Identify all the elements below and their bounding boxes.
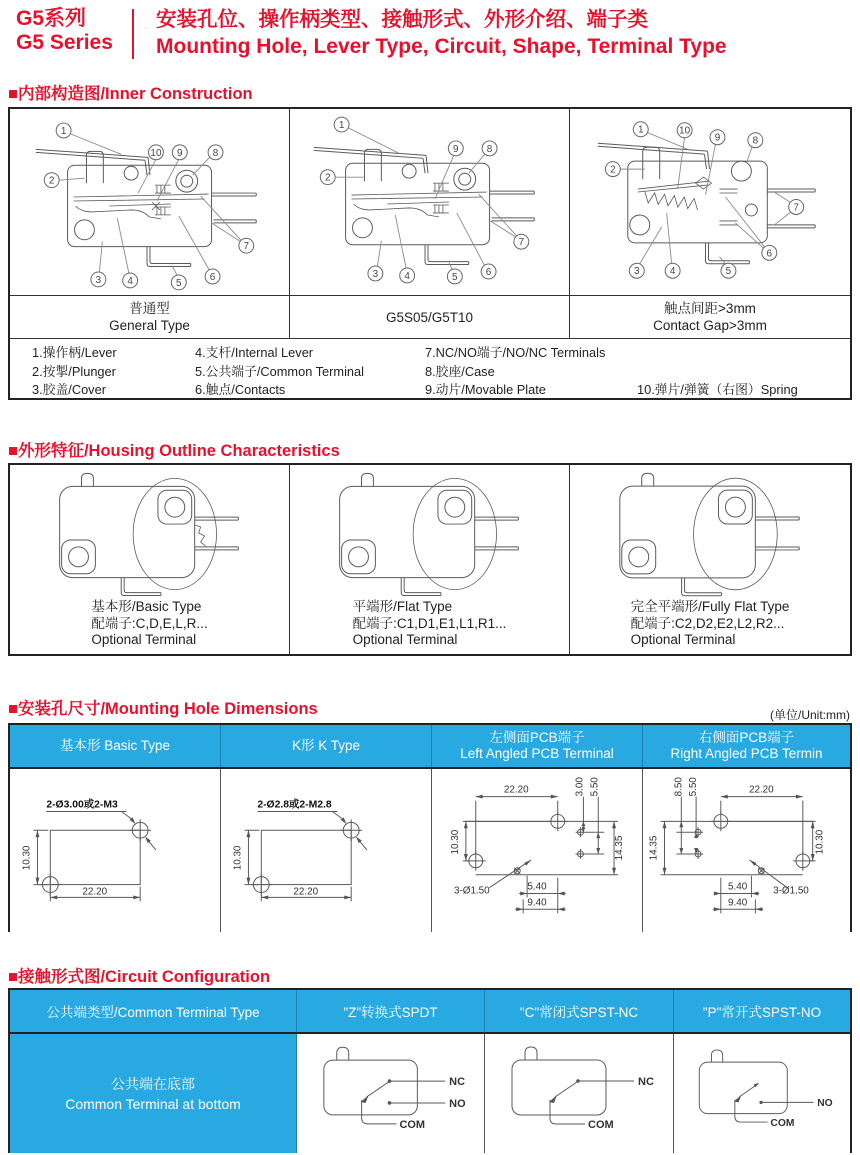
circuit-header-common: 公共端类型/Common Terminal Type [10,990,297,1032]
mount-cell-k [221,769,432,932]
svg-text:1: 1 [637,124,644,136]
svg-text:2: 2 [610,164,616,176]
mount-cell-right-pcb [643,769,850,932]
svg-text:5.50: 5.50 [688,777,700,797]
circuit-body-row [10,1032,850,1153]
svg-text:6: 6 [766,248,773,260]
parts-column-4: 10.弹片/弹簧（右图）Spring [637,382,798,397]
circuit-cell-spst-no [674,1034,850,1153]
svg-text:COM: COM [588,1119,614,1131]
svg-text:1: 1 [60,125,67,137]
svg-text:2: 2 [324,172,331,184]
circuit-diagram-spst-nc [485,1034,673,1153]
mounting-drawing-right-pcb [643,769,850,932]
svg-text:10: 10 [150,147,162,159]
svg-text:3-Ø1.50: 3-Ø1.50 [454,885,490,897]
svg-text:6: 6 [485,266,492,278]
circuit-header-spst-no: "P"常开式SPST-NO [702,1005,822,1020]
svg-text:7: 7 [243,241,250,253]
svg-text:22.20: 22.20 [503,784,529,796]
series-title-en: G5 Series [16,31,113,54]
svg-text:COM: COM [399,1118,425,1131]
section-title-circuit: ■接触形式图/Circuit Configuration [8,968,271,986]
inner-diagram-g5s05-cell [290,109,570,295]
svg-text:2-Ø2.8或2-M2.8: 2-Ø2.8或2-M2.8 [257,799,332,811]
page-title-en: Mounting Hole, Lever Type, Circuit, Shape, Terminal Type [156,35,727,58]
svg-text:7: 7 [518,237,525,249]
page-title [156,7,727,60]
section-title-housing: ■外形特征/Housing Outline Characteristics [8,442,340,460]
svg-text:9.40: 9.40 [527,897,547,909]
svg-text:22.20: 22.20 [748,784,774,796]
mounting-drawing-k [221,769,431,932]
svg-text:3: 3 [633,266,640,278]
svg-text:3: 3 [372,268,379,280]
housing-cell-basic [10,465,290,654]
circuit-diagram-spdt [297,1034,484,1153]
svg-text:3.00: 3.00 [574,777,586,797]
svg-text:14.35: 14.35 [613,835,625,861]
svg-text:1: 1 [338,120,345,132]
page-header [16,7,727,60]
svg-text:3: 3 [95,274,102,286]
callout-markers [605,122,803,278]
svg-text:2: 2 [48,175,55,187]
svg-text:3-Ø1.50: 3-Ø1.50 [773,885,809,897]
inner-caption-row [10,295,850,339]
svg-text:9: 9 [453,143,459,155]
svg-text:NC: NC [449,1076,465,1089]
svg-text:9.40: 9.40 [728,897,748,909]
section-title-mounting: ■安装孔尺寸/Mounting Hole Dimensions [8,700,318,718]
inner-diagram-general-cell [10,109,290,295]
caption-general-type: 普通型 General Type [10,296,290,338]
svg-text:5.40: 5.40 [527,881,547,893]
parts-column-2: 4.支杆/Internal Lever 5.公共端子/Common Terminal 6.触点/Contacts [195,345,365,397]
circuit-configuration-table [8,988,852,1153]
svg-text:10.30: 10.30 [814,829,826,855]
series-title-zh: G5系列 [16,7,87,30]
housing-outline-table [8,463,852,656]
mounting-drawing-left-pcb [432,769,642,932]
header-divider [132,9,134,59]
svg-text:22.20: 22.20 [293,886,319,898]
svg-text:COM: COM [770,1117,795,1129]
svg-text:4: 4 [669,266,676,278]
mounting-drawing-basic [10,769,220,932]
mount-cell-left-pcb [432,769,643,932]
inner-diagram-contact-gap-cell [570,109,850,295]
mount-cell-basic [10,769,221,932]
housing-outline-drawing-basic [10,467,289,598]
inner-construction-diagram-contact-gap [570,109,850,295]
caption-g5s05: G5S05/G5T10 [290,296,570,338]
svg-text:8: 8 [212,147,219,159]
svg-text:5.50: 5.50 [589,777,601,797]
mount-header-basic: 基本形 Basic Type [10,725,221,767]
svg-text:8: 8 [486,143,493,155]
circuit-header-spst-nc: "C"常闭式SPST-NC [485,990,674,1032]
parts-column-3: 7.NC/NO端子/NO/NC Terminals 8.胶座/Case 9.动片/Movable Plate [425,345,606,397]
svg-text:5: 5 [452,271,458,283]
svg-text:NO: NO [449,1097,466,1110]
circuit-cell-spdt [297,1034,485,1153]
mounting-header-row [10,725,850,767]
mounting-hole-table [8,723,852,932]
circuit-header-spdt: "Z"转换式SPDT [297,990,485,1032]
svg-text:22.20: 22.20 [82,886,108,898]
svg-text:5: 5 [176,277,182,289]
svg-text:10.30: 10.30 [232,845,244,871]
mount-header-right-pcb: 右侧面PCB端子 Right Angled PCB Termin [670,730,823,761]
svg-text:NO: NO [817,1098,833,1110]
svg-text:5: 5 [725,266,732,278]
inner-diagram-row [10,109,850,295]
svg-text:5.40: 5.40 [728,881,748,893]
housing-caption-fully-flat: 完全平端形/Fully Flat Type 配端子:C2,D2,E2,L2,R2... Optional Terminal [630,599,790,647]
svg-text:10.30: 10.30 [449,829,461,855]
circuit-diagram-spst-no [674,1034,850,1153]
housing-outline-drawing-fully-flat [570,467,850,598]
mount-header-k: K形 K Type [221,725,432,767]
housing-outline-drawing-flat [290,467,569,598]
page-title-zh: 安装孔位、操作柄类型、接触形式、外形介绍、端子类 [156,8,648,31]
svg-text:6: 6 [209,271,216,283]
section-title-inner-construction: ■内部构造图/Inner Construction [8,85,253,103]
circuit-common-cell: 公共端在底部 Common Terminal at bottom [10,1034,297,1153]
parts-legend [10,339,850,400]
caption-contact-gap: 触点间距>3mm Contact Gap>3mm [653,301,767,333]
housing-caption-basic: 基本形/Basic Type 配端子:C,D,E,L,R... Optional Terminal [91,599,208,647]
svg-text:7: 7 [793,202,799,214]
svg-text:NC: NC [638,1076,654,1088]
parts-column-1: 1.操作柄/Lever 2.按掣/Plunger 3.胶盖/Cover [32,345,117,397]
svg-text:10.30: 10.30 [21,845,33,871]
svg-text:8.50: 8.50 [673,777,685,797]
svg-text:10: 10 [679,125,691,137]
unit-note: (单位/Unit:mm) [770,708,850,722]
svg-text:8: 8 [752,135,759,147]
svg-text:9: 9 [177,147,183,159]
series-title [16,7,128,55]
circuit-cell-spst-nc [485,1034,674,1153]
housing-cell-flat [290,465,570,654]
mount-header-left-pcb: 左侧面PCB端子 Left Angled PCB Terminal [432,725,643,767]
housing-cell-fully-flat [570,465,850,654]
inner-construction-diagram-g5s05 [290,109,569,295]
inner-construction-table [8,107,852,400]
circuit-header-row [10,990,850,1032]
svg-text:4: 4 [404,270,410,282]
svg-text:9: 9 [714,132,721,144]
svg-text:2-Ø3.00或2-M3: 2-Ø3.00或2-M3 [46,799,118,811]
svg-text:14.35: 14.35 [648,835,660,861]
inner-construction-diagram-general [10,109,289,295]
housing-caption-flat: 平端形/Flat Type 配端子:C1,D1,E1,L1,R1... Optional Terminal [352,599,507,647]
mounting-body-row [10,767,850,932]
svg-text:4: 4 [127,275,133,287]
